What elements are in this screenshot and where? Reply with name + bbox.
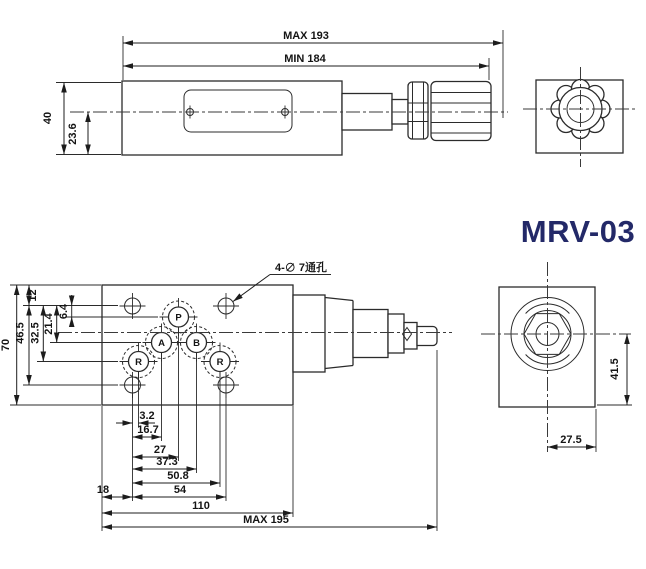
port-label-r-left: R — [135, 357, 142, 368]
dim-max-195: MAX 195 — [243, 514, 289, 526]
adjust-screw-tip — [417, 327, 437, 346]
dim-23-6: 23.6 — [67, 123, 79, 145]
port-label-p: P — [175, 312, 182, 324]
dim-50-8: 50.8 — [167, 470, 189, 482]
adjust-knob-side — [431, 82, 491, 141]
dim-40: 40 — [42, 111, 54, 125]
port-label-b: B — [193, 338, 200, 349]
dim-3-2: 3.2 — [139, 410, 155, 422]
port-label-a: A — [158, 338, 165, 349]
dim-27-5: 27.5 — [560, 434, 582, 446]
lock-ring — [408, 82, 428, 139]
bottom-end-view — [481, 262, 632, 452]
dim-32-5: 32.5 — [29, 322, 42, 344]
dim-12: 12 — [27, 289, 39, 302]
dim-min-184: MIN 184 — [284, 53, 326, 65]
spring-housing — [353, 310, 388, 358]
dim-70: 70 — [0, 338, 12, 352]
top-end-view — [523, 67, 635, 167]
port-label-r-right: R — [216, 357, 224, 368]
model-number: MRV-03 — [520, 214, 636, 249]
dim-37-3: 37.3 — [156, 456, 178, 468]
dim-18: 18 — [96, 484, 110, 496]
body-boss — [293, 295, 325, 372]
valve-body-side — [122, 81, 342, 155]
top-view — [42, 30, 508, 155]
dim-46-5: 46.5 — [14, 322, 27, 344]
dim-54: 54 — [173, 484, 187, 496]
dim-110: 110 — [192, 500, 210, 512]
dim-max-193: MAX 193 — [283, 30, 329, 42]
dim-16-7: 16.7 — [137, 424, 159, 436]
dim-41-5: 41.5 — [609, 358, 621, 380]
dim-27: 27 — [153, 444, 167, 456]
hex-nut — [388, 314, 404, 353]
hole-note-text: 4-∅ 7通孔 — [275, 262, 327, 274]
dim-21-4: 21.4 — [43, 313, 55, 335]
dim-6-4: 6.4 — [58, 303, 70, 320]
